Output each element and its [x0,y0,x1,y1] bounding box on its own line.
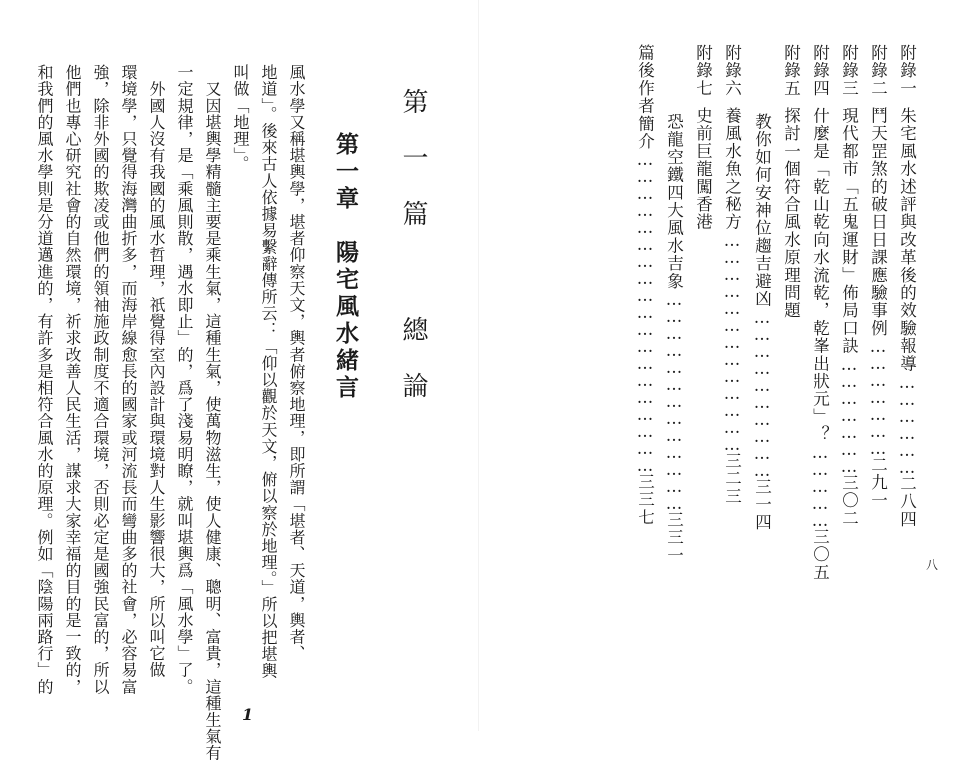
text-column: 環境學，只覺得海灣曲折多，而海岸線愈長的國家或河流長而彎曲多的社會，必容易富 [119,64,138,695]
toc-page: 三二三 [722,452,742,506]
toc-entry [898,44,915,528]
toc-entry [723,44,740,505]
text-column: 外國人沒有我國的風水哲理，祇覺得室內設計與環境對人生影響很大，所以叫它做 [147,64,166,679]
text-column: 風水學又稱堪輿學，堪者仰察天文，輿者俯察地理，即所謂「堪者、天道，輿者、 [287,64,306,662]
toc-entry [636,44,653,526]
toc-title: 什麼是「乾山乾向水流乾，乾峯出狀元」？ [810,107,830,444]
toc-entry [753,113,770,531]
text-column: 一定規律，是「乘風則散，遇水即止」的，爲了淺易明瞭，就叫堪輿爲「風水學」了。 [175,64,194,695]
toc-title: 史前巨龍闖香港 [693,107,713,232]
text-column: 地道」。後來古人依據易繫辭傳所云：「仰以觀於天文，俯以察於地理。」所以把堪輿 [259,64,278,679]
page-fold [478,0,479,731]
page-number: 八 [926,558,939,572]
toc-leader: …………… [810,443,830,529]
toc-entry [665,113,682,564]
toc-label: 附錄三 [839,44,859,98]
toc-leader: ……………… [897,372,917,475]
text-column: 他們也專心研究社會的自然環境，祈求改善人民生活，謀求大家幸福的目的是一致的， [63,64,82,695]
toc-label: 篇後作者簡介 [635,44,655,151]
toc-page: 二九一 [868,456,888,510]
toc-page: 三〇五 [810,528,830,582]
toc-label: 附錄一 [897,44,917,98]
toc-page: 三〇二 [839,473,859,528]
toc-entry [840,44,857,527]
toc-page: 二八四 [897,474,917,528]
toc-label: 附錄五 [781,44,801,98]
toc-entry [811,44,828,582]
toc-leader: ………………………… [752,307,772,478]
toc-page: 三一四 [752,477,772,531]
toc-entry [694,44,711,231]
toc-title: 恐龍空鐵四大風水吉象 [664,113,684,290]
toc-page: 三三七 [635,473,655,527]
chapter-title: 第一章 陽宅風水緒言 [332,132,359,402]
folio-number: 1 [242,705,254,724]
text-column: 又因堪輿學精髓主要是乘生氣，這種生氣，使萬物滋生，使人健康、聰明、富貴，這種生氣有 [203,64,222,761]
toc-leader: ………………… [868,337,888,457]
toc-leader: ………………… [839,354,859,474]
toc-title: 鬥天罡煞的破日日課應驗事例 [868,107,888,338]
text-column: 強，除非外國的欺凌或他們的領袖施政制度不適合環境，否則必定是國強民富的，所以 [91,64,110,695]
toc-title: 教你如何安神位趨吉避凶 [752,113,772,308]
toc-label: 附錄六 [722,44,742,98]
toc-title: 養風水魚之秘方 [722,107,742,232]
toc-leader: ………………………………………………… [635,150,655,474]
toc-title: 現代都市「五鬼運財」佈局口訣 [839,107,859,355]
text-column: 叫做「地理」。 [231,64,250,173]
toc-label: 附錄七 [693,44,713,98]
toc-label: 附錄二 [868,44,888,98]
part-title: 第一篇 總論 [398,88,428,428]
toc-page: 三三一 [664,511,684,565]
toc-entry [782,44,799,320]
toc-label: 附錄四 [810,44,830,98]
toc-leader: ………………………………… [722,231,742,453]
toc-leader: ………………………………… [664,290,684,511]
toc-title: 朱宅風水述評與改革後的效驗報導 [897,107,917,373]
toc-entry [869,44,886,509]
text-column: 和我們的風水學則是分道邁進的，有許多是相符合風水的原理。例如「陰陽兩路行」的 [35,64,54,695]
toc-title: 探討一個符合風水原理問題 [781,107,801,320]
